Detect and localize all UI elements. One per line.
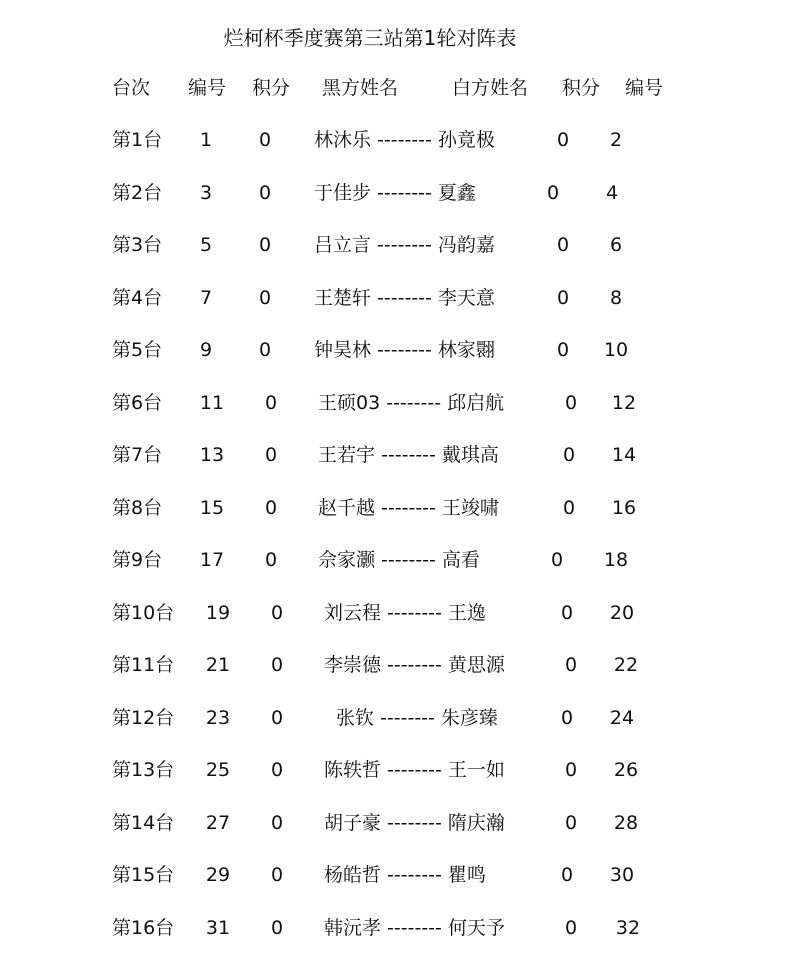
black-number-cell: 13	[199, 444, 225, 466]
white-score-cell: 0	[562, 444, 576, 466]
header-board: 台次	[112, 77, 151, 99]
white-score-cell: 0	[560, 602, 574, 624]
board-cell: 第9台	[112, 549, 163, 571]
black-score-cell: 0	[270, 917, 284, 939]
white-number-cell: 22	[613, 654, 639, 676]
board-cell: 第5台	[112, 339, 163, 361]
black-number-cell: 21	[205, 654, 231, 676]
pairing-cell: 王硕03 -------- 邱启航	[318, 392, 505, 414]
black-number-cell: 29	[205, 864, 231, 886]
board-cell: 第15台	[112, 864, 175, 886]
white-number-cell: 16	[611, 497, 637, 519]
board-cell: 第16台	[112, 917, 175, 939]
white-score-cell: 0	[556, 234, 570, 256]
pairing-cell: 胡子豪 -------- 隋庆瀚	[324, 812, 505, 834]
pairing-cell: 张钦 -------- 朱彦臻	[336, 707, 498, 729]
white-number-cell: 2	[609, 129, 623, 151]
board-cell: 第12台	[112, 707, 175, 729]
white-score-cell: 0	[556, 287, 570, 309]
white-score-cell: 0	[564, 392, 578, 414]
black-score-cell: 0	[264, 392, 278, 414]
black-number-cell: 11	[199, 392, 225, 414]
white-number-cell: 28	[613, 812, 639, 834]
black-score-cell: 0	[270, 602, 284, 624]
black-number-cell: 19	[205, 602, 231, 624]
black-score-cell: 0	[270, 759, 284, 781]
pairing-cell: 佘家灏 -------- 高看	[318, 549, 480, 571]
pairing-cell: 王若宇 -------- 戴琪高	[318, 444, 499, 466]
pairing-cell: 于佳步 -------- 夏鑫	[314, 182, 476, 204]
white-score-cell: 0	[556, 339, 570, 361]
black-number-cell: 17	[199, 549, 225, 571]
black-score-cell: 0	[264, 549, 278, 571]
black-number-cell: 23	[205, 707, 231, 729]
white-score-cell: 0	[564, 759, 578, 781]
white-score-cell: 0	[556, 129, 570, 151]
black-score-cell: 0	[270, 864, 284, 886]
white-score-cell: 0	[560, 864, 574, 886]
black-score-cell: 0	[264, 497, 278, 519]
white-number-cell: 18	[603, 549, 629, 571]
black-number-cell: 9	[199, 339, 213, 361]
board-cell: 第4台	[112, 287, 163, 309]
board-cell: 第11台	[112, 654, 175, 676]
white-number-cell: 4	[605, 182, 619, 204]
black-number-cell: 27	[205, 812, 231, 834]
white-score-cell: 0	[550, 549, 564, 571]
board-cell: 第3台	[112, 234, 163, 256]
board-cell: 第7台	[112, 444, 163, 466]
black-score-cell: 0	[258, 129, 272, 151]
pairing-cell: 李崇德 -------- 黄思源	[324, 654, 505, 676]
board-cell: 第14台	[112, 812, 175, 834]
header-white-number: 编号	[625, 77, 664, 99]
header-white-score: 积分	[562, 77, 601, 99]
black-number-cell: 25	[205, 759, 231, 781]
white-score-cell: 0	[546, 182, 560, 204]
black-number-cell: 7	[199, 287, 213, 309]
black-number-cell: 5	[199, 234, 213, 256]
pairing-cell: 刘云程 -------- 王逸	[324, 602, 486, 624]
board-cell: 第13台	[112, 759, 175, 781]
black-score-cell: 0	[264, 444, 278, 466]
black-number-cell: 15	[199, 497, 225, 519]
black-number-cell: 1	[199, 129, 213, 151]
white-number-cell: 32	[615, 917, 641, 939]
black-score-cell: 0	[258, 182, 272, 204]
white-score-cell: 0	[564, 812, 578, 834]
white-number-cell: 8	[609, 287, 623, 309]
black-score-cell: 0	[270, 654, 284, 676]
pairing-cell: 林沐乐 -------- 孙竟极	[314, 129, 495, 151]
black-score-cell: 0	[270, 812, 284, 834]
board-cell: 第10台	[112, 602, 175, 624]
pairing-cell: 王楚轩 -------- 李天意	[314, 287, 495, 309]
white-number-cell: 24	[609, 707, 635, 729]
page-title: 烂柯杯季度赛第三站第1轮对阵表	[223, 26, 517, 50]
board-cell: 第2台	[112, 182, 163, 204]
pairing-cell: 杨皓哲 -------- 瞿鸣	[324, 864, 486, 886]
white-number-cell: 20	[609, 602, 635, 624]
pairing-cell: 赵千越 -------- 王竣啸	[318, 497, 499, 519]
white-number-cell: 30	[609, 864, 635, 886]
black-score-cell: 0	[270, 707, 284, 729]
white-score-cell: 0	[560, 707, 574, 729]
header-black-number: 编号	[188, 77, 227, 99]
white-score-cell: 0	[564, 654, 578, 676]
black-score-cell: 0	[258, 287, 272, 309]
black-number-cell: 3	[199, 182, 213, 204]
black-score-cell: 0	[258, 339, 272, 361]
white-number-cell: 10	[603, 339, 629, 361]
board-cell: 第8台	[112, 497, 163, 519]
white-number-cell: 12	[611, 392, 637, 414]
board-cell: 第1台	[112, 129, 163, 151]
pairing-cell: 吕立言 -------- 冯韵嘉	[314, 234, 495, 256]
white-number-cell: 14	[611, 444, 637, 466]
header-black-name: 黑方姓名	[322, 77, 399, 99]
board-cell: 第6台	[112, 392, 163, 414]
black-score-cell: 0	[258, 234, 272, 256]
white-number-cell: 6	[609, 234, 623, 256]
header-black-score: 积分	[252, 77, 291, 99]
header-white-name: 白方姓名	[452, 77, 529, 99]
white-score-cell: 0	[562, 497, 576, 519]
black-number-cell: 31	[205, 917, 231, 939]
white-score-cell: 0	[564, 917, 578, 939]
pairing-cell: 陈轶哲 -------- 王一如	[324, 759, 505, 781]
white-number-cell: 26	[613, 759, 639, 781]
pairing-cell: 韩沅孝 -------- 何天予	[324, 917, 505, 939]
pairing-cell: 钟昊林 -------- 林家翾	[314, 339, 495, 361]
